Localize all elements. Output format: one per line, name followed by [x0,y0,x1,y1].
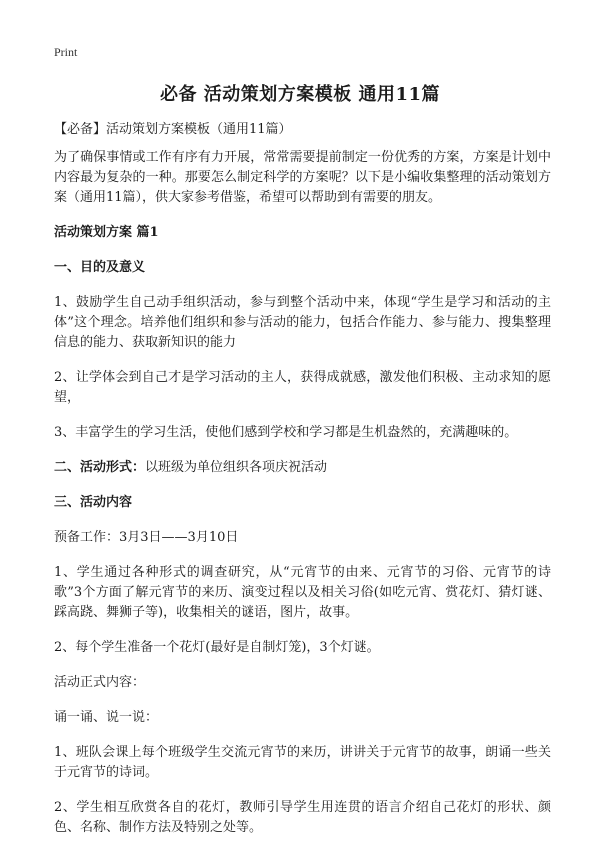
section2-line [54,458,551,478]
section1-item: 2、让学体会到自己才是学习活动的主人，获得成就感，激发他们积极、主动求知的愿望， [54,370,551,405]
section2-heading: 二、活动形式： [54,460,146,475]
print-label: Print [54,45,78,59]
intro-paragraph: 为了确保事情或工作有序有力开展，常常需要提前制定一份优秀的方案，方案是计划中内容最为复杂的一种。那要怎么制定科学的方案呢？以下是小编收集整理的活动策划方案（通用11篇），供大家参考借鉴，希望可以帮助到有需要的朋友。 [54,150,551,205]
formal-content-label: 活动正式内容： [54,675,146,690]
prep-item: 2、每个学生准备一个花灯(最好是自制灯笼)，3个灯谜。 [54,640,380,655]
prep-work-line: 预备工作：3月3日——3月10日 [54,530,239,545]
recite-item: 1、班队会课上每个班级学生交流元宵节的来历，讲讲关于元宵节的故事，朗诵一些关于元宵节的诗词。 [54,745,551,780]
section1-item: 1、鼓励学生自己动手组织活动，参与到整个活动中来，体现“学生是学习和活动的主体”这个理念。培养他们组织和参与活动的能力，包括合作能力、参与能力、搜集整理信息的能力、获取新知识的能力 [54,295,551,350]
section1-heading: 一、目的及意义 [54,260,146,275]
recite-heading: 诵一诵、说一说： [54,710,159,725]
document-subtitle: 【必备】活动策划方案模板（通用11篇） [54,122,292,137]
prep-item: 1、学生通过各种形式的调查研究，从“元宵节的由来、元宵节的习俗、元宵节的诗歌”3个方面了解元宵节的来历、演变过程以及相关习俗(如吃元宵、赏花灯、猜灯谜、踩高跷、舞狮子等)，收集相关的谜语，图片，故事。 [54,565,551,620]
document-title: 必备 活动策划方案模板 通用11篇 [159,84,441,105]
section3-heading: 三、活动内容 [54,495,133,510]
part1-heading: 活动策划方案 篇1 [54,225,159,240]
document-body [54,120,551,853]
recite-item: 2、学生相互欣赏各自的花灯，教师引导学生用连贯的语言介绍自己花灯的形状、颜色、名称、制作方法及特别之处等。 [54,800,551,835]
section2-text: 以班级为单位组织各项庆祝活动 [145,460,328,475]
section1-item: 3、丰富学生的学习生活，使他们感到学校和学习都是生机盎然的，充满趣味的。 [54,425,518,440]
